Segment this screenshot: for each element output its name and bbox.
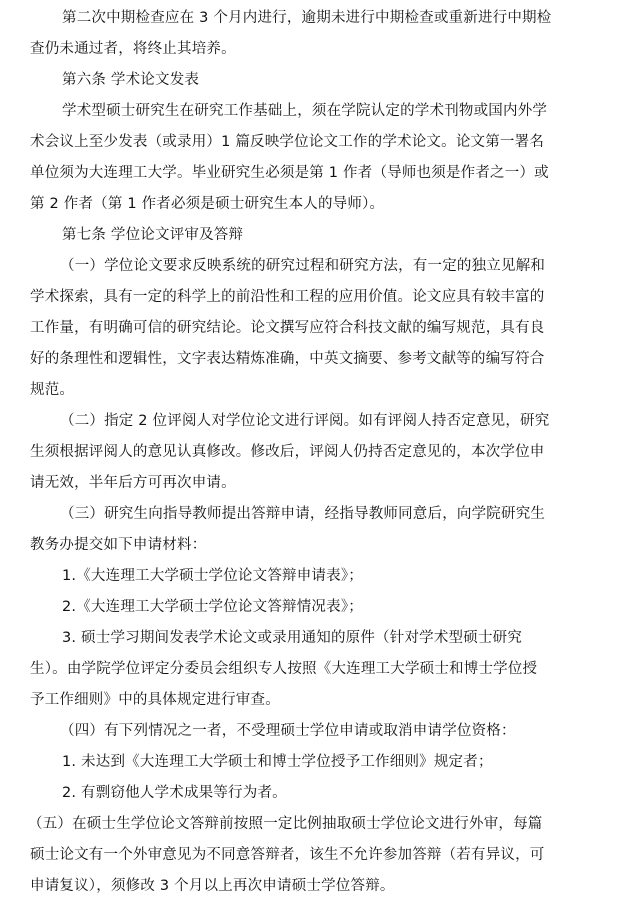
list-item: 3. 硕士学习期间发表学术论文或录用通知的原件（针对学术型硕士研究 bbox=[62, 630, 523, 646]
text-line: 第 2 作者（第 1 作者必须是硕士研究生本人的导师）。 bbox=[30, 196, 385, 212]
list-item: 2. 有剽窃他人学术成果等行为者。 bbox=[62, 785, 287, 801]
list-item: 1.《大连理工大学硕士学位论文答辩申请表》； bbox=[62, 568, 363, 584]
text-line: 第二次中期检查应在 3 个月内进行，逾期未进行中期检查或重新进行中期检 bbox=[62, 10, 552, 26]
text-line: 单位须为大连理工大学。毕业研究生必须是第 1 作者（导师也须是作者之一）或 bbox=[30, 165, 549, 181]
list-item: 2.《大连理工大学硕士学位论文答辩情况表》； bbox=[62, 599, 363, 615]
text-line: （二）指定 2 位评阅人对学位论文进行评阅。如有评阅人持否定意见，研究 bbox=[60, 413, 550, 429]
text-line: 请无效，半年后方可再次申请。 bbox=[30, 475, 236, 491]
text-line: 术会议上至少发表（或录用）1 篇反映学位论文工作的学术论文。论文第一署名 bbox=[30, 134, 545, 150]
section-heading: 第七条 学位论文评审及答辩 bbox=[62, 227, 244, 243]
text-line: 予工作细则》中的具体规定进行审查。 bbox=[30, 692, 280, 708]
text-line: 生须根据评阅人的意见认真修改。修改后，评阅人仍持否定意见的，本次学位申 bbox=[30, 444, 545, 460]
text-line: 好的条理性和逻辑性，文字表达精炼准确，中英文摘要、参考文献等的编写符合 bbox=[30, 351, 545, 367]
text-line: 教务办提交如下申请材料： bbox=[30, 537, 207, 553]
section-heading: 第六条 学术论文发表 bbox=[62, 72, 200, 88]
text-line: 硕士论文有一个外审意见为不同意答辩者，该生不允许参加答辩（若有异议，可 bbox=[30, 847, 545, 863]
text-line: （五）在硕士生学位论文答辩前按照一定比例抽取硕士学位论文进行外审，每篇 bbox=[28, 816, 543, 832]
text-line: 生）。由学院学位评定分委员会组织专人按照《大连理工大学硕士和博士学位授 bbox=[30, 661, 538, 677]
text-line: （一）学位论文要求反映系统的研究过程和研究方法，有一定的独立见解和 bbox=[60, 258, 546, 274]
text-line: 学术型硕士研究生在研究工作基础上，须在学院认定的学术刊物或国内外学 bbox=[62, 103, 548, 119]
text-line: （四）有下列情况之一者，不受理硕士学位申请或取消申请学位资格： bbox=[60, 723, 516, 739]
text-line: （三）研究生向指导教师提出答辩申请，经指导教师同意后，向学院研究生 bbox=[60, 506, 546, 522]
text-line: 申请复议），须修改 3 个月以上再次申请硕士学位答辩。 bbox=[30, 878, 395, 894]
text-line: 工作量，有明确可信的研究结论。论文撰写应符合科技文献的编写规范，具有良 bbox=[30, 320, 545, 336]
text-line: 学术探索，具有一定的科学上的前沿性和工程的应用价值。论文应具有较丰富的 bbox=[30, 289, 545, 305]
list-item: 1. 未达到《大连理工大学硕士和博士学位授予工作细则》规定者； bbox=[62, 754, 493, 770]
text-line: 查仍未通过者，将终止其培养。 bbox=[30, 41, 236, 57]
text-line: 规范。 bbox=[30, 382, 75, 398]
